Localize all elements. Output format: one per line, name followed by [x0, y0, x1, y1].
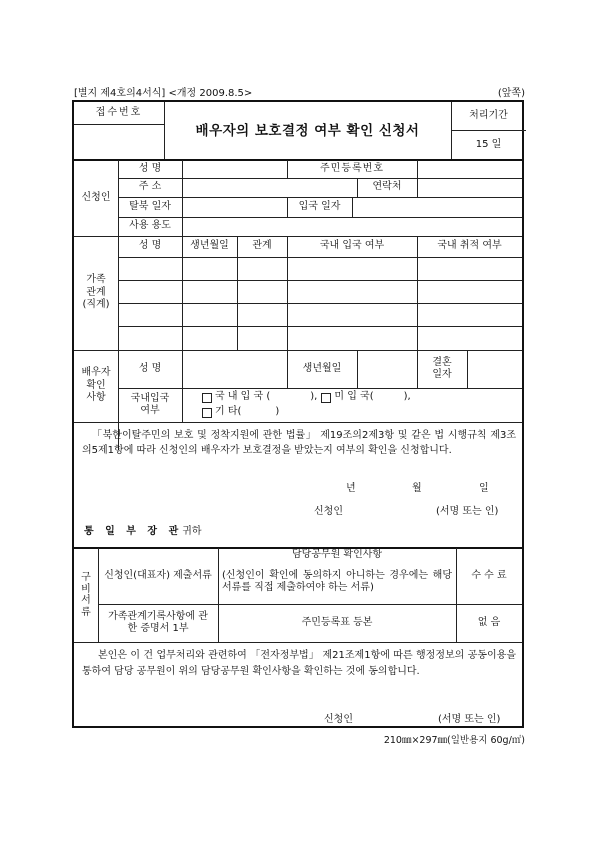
documents-section-label: 구 비 서 류 [81, 572, 91, 618]
application-form [72, 100, 524, 728]
applicant-address-field[interactable] [182, 178, 357, 197]
spouse-birth-field[interactable] [357, 350, 417, 388]
applicant-contact-label: 연락처 [372, 181, 402, 193]
not-entry-checkbox[interactable] [321, 393, 331, 403]
entry-checkbox[interactable] [202, 393, 212, 403]
form-title: 배우자의 보호결정 여부 확인 신청서 [195, 122, 420, 139]
consent-text: 본인은 이 건 업무처리와 관련하여 「전자정부법」 제21조제1항에 따른 행정정보의 공동이용을 통하여 담당 공무원이 위의 담당공무원 확인사항을 확인하는 것에 동의합니다. [82, 650, 516, 677]
official-check-note: (신청인이 확인에 동의하지 아니하는 경우에는 해당 서류를 직접 제출하여야 하는 서류) [222, 569, 452, 593]
family-col-entry: 국내 입국 여부 [319, 240, 385, 252]
family-col-name: 성 명 [138, 240, 162, 252]
receipt-number-label: 접수번호 [95, 106, 143, 118]
spouse-section-label: 배우자 확인 사항 [81, 367, 111, 404]
entry-option-end: ), [310, 391, 318, 403]
date-year: 년 [346, 483, 356, 494]
addressee: 통 일 부 장 관귀하 [84, 526, 202, 537]
resident-registration-copy: 주민등록표 등본 [301, 616, 373, 628]
family-section-label: 가족 관계 (직계) [82, 274, 110, 311]
defection-date-field[interactable] [182, 197, 287, 217]
processing-period-value: 15 일 [475, 138, 502, 150]
purpose-label: 사용 용도 [129, 220, 171, 232]
paper-spec: 210㎜×297㎜(일반용지 60g/㎡) [383, 735, 525, 746]
date-day: 일 [479, 483, 489, 494]
other-option-end: ) [275, 406, 280, 418]
family-col-registration: 국내 취적 여부 [437, 240, 502, 252]
date-month: 월 [412, 483, 422, 494]
consent-applicant: 신청인 [324, 714, 353, 725]
statement-text: 「북한이탈주민의 보호 및 정착지원에 관한 법률」 제19조의2제3항 및 같은 법 시행규칙 제3조의5제1항에 따라 신청인의 배우자가 보호결정을 받았는지 여부의 확인을 신청합니다. [82, 430, 516, 456]
entry-options-row1 [202, 390, 522, 405]
processing-period-label: 처리기간 [469, 109, 508, 121]
applicant-contact-field[interactable] [417, 178, 522, 197]
other-option-label: 기 타( [215, 406, 242, 418]
entry-option-label: 국 내 입 국 ( [215, 391, 271, 403]
marriage-date-label: 결혼 일자 [432, 356, 452, 380]
form-number: [별지 제4호의4서식] <개정 2009.8.5> [74, 88, 253, 99]
family-record-certificate: 가족관계기록사항에 관한 증명서 1부 [108, 610, 208, 634]
spouse-name-label: 성 명 [138, 362, 162, 374]
applicant-rrn-label: 주민등록번호 [320, 162, 384, 174]
spouse-entry-label: 국내입국 여부 [130, 392, 170, 416]
defection-date-label: 탈북 일자 [129, 200, 171, 212]
spouse-birth-label: 생년월일 [302, 362, 342, 374]
family-col-relation: 관계 [252, 240, 272, 252]
receipt-number-value[interactable] [74, 124, 164, 160]
purpose-field[interactable] [182, 217, 522, 236]
applicant-rrn-field[interactable] [417, 160, 522, 178]
not-entry-option-end: ), [403, 391, 411, 403]
applicant-section-label: 신청인 [81, 191, 111, 203]
fee-value: 없 음 [477, 616, 501, 628]
entry-options-row2 [202, 405, 522, 420]
applicant-address-label: 주 소 [138, 181, 162, 193]
statement-signature[interactable]: (서명 또는 인) [436, 506, 499, 517]
entry-date-field[interactable] [352, 197, 522, 217]
family-col-birth: 생년월일 [190, 240, 229, 252]
spouse-name-field[interactable] [182, 350, 287, 388]
other-checkbox[interactable] [202, 408, 212, 418]
fee-header: 수 수 료 [471, 569, 507, 581]
marriage-date-field[interactable] [467, 350, 522, 388]
applicant-name-field[interactable] [182, 160, 287, 178]
applicant-docs-header: 신청인(대표자) 제출서류 [104, 569, 212, 581]
consent-signature[interactable]: (서명 또는 인) [438, 714, 501, 725]
statement-applicant: 신청인 [314, 506, 343, 517]
page-side: (앞쪽) [497, 88, 525, 99]
official-check-header: 담당공무원 확인사항 [291, 549, 383, 561]
entry-date-label: 입국 일자 [298, 200, 341, 212]
applicant-name-label: 성 명 [138, 162, 162, 174]
not-entry-option-label: 미 입 국( [334, 391, 374, 403]
